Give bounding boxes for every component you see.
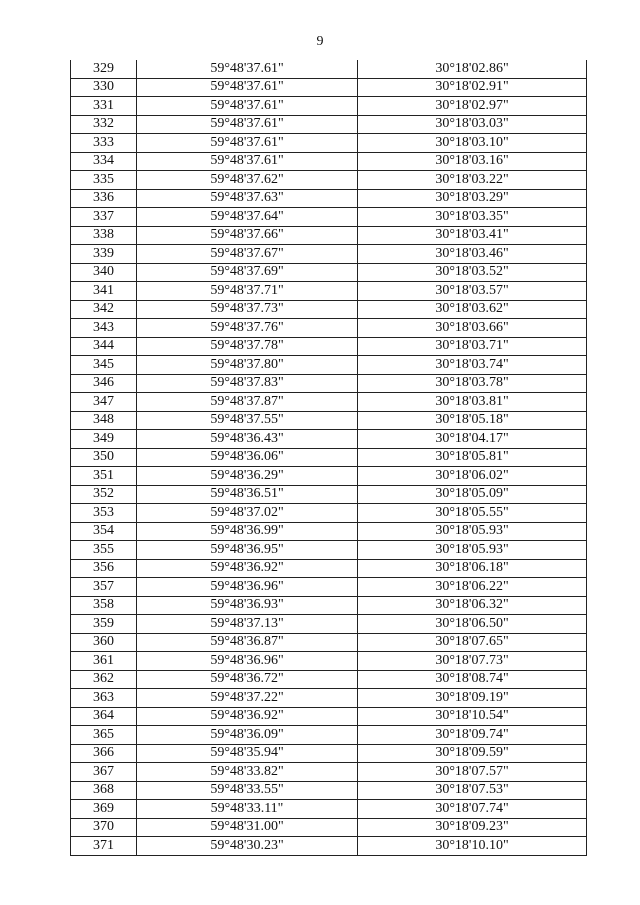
point-number-cell: 365 <box>71 726 137 745</box>
page-number: 9 <box>316 34 324 49</box>
table-row <box>71 78 587 97</box>
point-number-cell: 346 <box>71 374 137 393</box>
longitude-cell: 30°18'03.29" <box>358 189 587 208</box>
point-number-cell: 336 <box>71 189 137 208</box>
latitude-cell: 59°48'37.61" <box>137 134 358 153</box>
longitude-cell: 30°18'05.93" <box>358 541 587 560</box>
longitude-cell: 30°18'02.86" <box>358 60 587 78</box>
longitude-cell: 30°18'06.50" <box>358 615 587 634</box>
point-number-cell: 329 <box>71 60 137 78</box>
point-number-cell: 361 <box>71 652 137 671</box>
longitude-cell: 30°18'10.10" <box>358 837 587 856</box>
table-row <box>71 152 587 171</box>
longitude-cell: 30°18'04.17" <box>358 430 587 449</box>
latitude-cell: 59°48'37.63" <box>137 189 358 208</box>
latitude-cell: 59°48'37.55" <box>137 411 358 430</box>
table-row <box>71 208 587 227</box>
point-number-cell: 358 <box>71 596 137 615</box>
point-number-cell: 351 <box>71 467 137 486</box>
latitude-cell: 59°48'37.61" <box>137 152 358 171</box>
table-row <box>71 97 587 116</box>
latitude-cell: 59°48'37.02" <box>137 504 358 523</box>
longitude-cell: 30°18'03.52" <box>358 263 587 282</box>
longitude-cell: 30°18'03.81" <box>358 393 587 412</box>
longitude-cell: 30°18'09.19" <box>358 689 587 708</box>
table-row <box>71 60 587 78</box>
table-row <box>71 689 587 708</box>
point-number-cell: 350 <box>71 448 137 467</box>
longitude-cell: 30°18'07.65" <box>358 633 587 652</box>
table-row <box>71 245 587 264</box>
point-number-cell: 335 <box>71 171 137 190</box>
point-number-cell: 364 <box>71 707 137 726</box>
longitude-cell: 30°18'05.93" <box>358 522 587 541</box>
latitude-cell: 59°48'37.64" <box>137 208 358 227</box>
point-number-cell: 333 <box>71 134 137 153</box>
latitude-cell: 59°48'36.09" <box>137 726 358 745</box>
table-row <box>71 393 587 412</box>
latitude-cell: 59°48'37.71" <box>137 282 358 301</box>
latitude-cell: 59°48'36.43" <box>137 430 358 449</box>
latitude-cell: 59°48'37.78" <box>137 337 358 356</box>
longitude-cell: 30°18'10.54" <box>358 707 587 726</box>
table-row <box>71 818 587 837</box>
point-number-cell: 366 <box>71 744 137 763</box>
latitude-cell: 59°48'36.72" <box>137 670 358 689</box>
table-row <box>71 319 587 338</box>
table-row <box>71 578 587 597</box>
longitude-cell: 30°18'08.74" <box>358 670 587 689</box>
table-row <box>71 448 587 467</box>
point-number-cell: 347 <box>71 393 137 412</box>
table-row <box>71 282 587 301</box>
coordinates-table <box>70 60 587 856</box>
table-row <box>71 763 587 782</box>
longitude-cell: 30°18'07.74" <box>358 800 587 819</box>
point-number-cell: 330 <box>71 78 137 97</box>
latitude-cell: 59°48'37.66" <box>137 226 358 245</box>
point-number-cell: 356 <box>71 559 137 578</box>
table-row <box>71 485 587 504</box>
table-row <box>71 559 587 578</box>
point-number-cell: 338 <box>71 226 137 245</box>
longitude-cell: 30°18'05.18" <box>358 411 587 430</box>
point-number-cell: 359 <box>71 615 137 634</box>
table-row <box>71 837 587 856</box>
table-row <box>71 226 587 245</box>
latitude-cell: 59°48'37.67" <box>137 245 358 264</box>
latitude-cell: 59°48'36.06" <box>137 448 358 467</box>
point-number-cell: 345 <box>71 356 137 375</box>
table-row <box>71 522 587 541</box>
latitude-cell: 59°48'36.92" <box>137 707 358 726</box>
table-row <box>71 800 587 819</box>
table-row <box>71 781 587 800</box>
table-row <box>71 430 587 449</box>
longitude-cell: 30°18'09.59" <box>358 744 587 763</box>
longitude-cell: 30°18'09.74" <box>358 726 587 745</box>
point-number-cell: 362 <box>71 670 137 689</box>
table-row <box>71 707 587 726</box>
table-row <box>71 300 587 319</box>
point-number-cell: 334 <box>71 152 137 171</box>
latitude-cell: 59°48'37.73" <box>137 300 358 319</box>
table-row <box>71 171 587 190</box>
longitude-cell: 30°18'05.55" <box>358 504 587 523</box>
table-row <box>71 633 587 652</box>
longitude-cell: 30°18'03.03" <box>358 115 587 134</box>
latitude-cell: 59°48'37.83" <box>137 374 358 393</box>
latitude-cell: 59°48'36.51" <box>137 485 358 504</box>
point-number-cell: 344 <box>71 337 137 356</box>
point-number-cell: 337 <box>71 208 137 227</box>
latitude-cell: 59°48'37.80" <box>137 356 358 375</box>
latitude-cell: 59°48'37.76" <box>137 319 358 338</box>
latitude-cell: 59°48'36.95" <box>137 541 358 560</box>
point-number-cell: 357 <box>71 578 137 597</box>
latitude-cell: 59°48'36.92" <box>137 559 358 578</box>
longitude-cell: 30°18'03.78" <box>358 374 587 393</box>
latitude-cell: 59°48'36.29" <box>137 467 358 486</box>
longitude-cell: 30°18'02.97" <box>358 97 587 116</box>
table-row <box>71 337 587 356</box>
point-number-cell: 369 <box>71 800 137 819</box>
table-row <box>71 356 587 375</box>
longitude-cell: 30°18'03.62" <box>358 300 587 319</box>
latitude-cell: 59°48'37.61" <box>137 78 358 97</box>
point-number-cell: 340 <box>71 263 137 282</box>
table-row <box>71 189 587 208</box>
longitude-cell: 30°18'03.66" <box>358 319 587 338</box>
table-row <box>71 411 587 430</box>
table-row <box>71 596 587 615</box>
longitude-cell: 30°18'05.09" <box>358 485 587 504</box>
latitude-cell: 59°48'33.11" <box>137 800 358 819</box>
longitude-cell: 30°18'06.18" <box>358 559 587 578</box>
longitude-cell: 30°18'06.32" <box>358 596 587 615</box>
point-number-cell: 355 <box>71 541 137 560</box>
latitude-cell: 59°48'37.69" <box>137 263 358 282</box>
latitude-cell: 59°48'37.61" <box>137 60 358 78</box>
longitude-cell: 30°18'03.71" <box>358 337 587 356</box>
point-number-cell: 341 <box>71 282 137 301</box>
table-row <box>71 374 587 393</box>
longitude-cell: 30°18'03.10" <box>358 134 587 153</box>
point-number-cell: 343 <box>71 319 137 338</box>
longitude-cell: 30°18'06.02" <box>358 467 587 486</box>
point-number-cell: 349 <box>71 430 137 449</box>
point-number-cell: 367 <box>71 763 137 782</box>
point-number-cell: 371 <box>71 837 137 856</box>
latitude-cell: 59°48'37.87" <box>137 393 358 412</box>
point-number-cell: 331 <box>71 97 137 116</box>
table-row <box>71 467 587 486</box>
latitude-cell: 59°48'36.99" <box>137 522 358 541</box>
point-number-cell: 354 <box>71 522 137 541</box>
longitude-cell: 30°18'03.57" <box>358 282 587 301</box>
point-number-cell: 339 <box>71 245 137 264</box>
point-number-cell: 342 <box>71 300 137 319</box>
longitude-cell: 30°18'03.46" <box>358 245 587 264</box>
longitude-cell: 30°18'07.73" <box>358 652 587 671</box>
table-row <box>71 541 587 560</box>
table-row <box>71 134 587 153</box>
longitude-cell: 30°18'06.22" <box>358 578 587 597</box>
longitude-cell: 30°18'07.53" <box>358 781 587 800</box>
point-number-cell: 353 <box>71 504 137 523</box>
latitude-cell: 59°48'36.96" <box>137 652 358 671</box>
coordinates-table-body <box>71 60 587 855</box>
longitude-cell: 30°18'03.74" <box>358 356 587 375</box>
latitude-cell: 59°48'33.55" <box>137 781 358 800</box>
longitude-cell: 30°18'02.91" <box>358 78 587 97</box>
table-row <box>71 726 587 745</box>
latitude-cell: 59°48'37.61" <box>137 97 358 116</box>
longitude-cell: 30°18'03.35" <box>358 208 587 227</box>
longitude-cell: 30°18'03.16" <box>358 152 587 171</box>
longitude-cell: 30°18'07.57" <box>358 763 587 782</box>
latitude-cell: 59°48'33.82" <box>137 763 358 782</box>
latitude-cell: 59°48'35.94" <box>137 744 358 763</box>
table-row <box>71 504 587 523</box>
table-row <box>71 263 587 282</box>
latitude-cell: 59°48'36.87" <box>137 633 358 652</box>
latitude-cell: 59°48'36.93" <box>137 596 358 615</box>
longitude-cell: 30°18'03.41" <box>358 226 587 245</box>
latitude-cell: 59°48'37.61" <box>137 115 358 134</box>
table-row <box>71 652 587 671</box>
latitude-cell: 59°48'37.22" <box>137 689 358 708</box>
point-number-cell: 368 <box>71 781 137 800</box>
point-number-cell: 370 <box>71 818 137 837</box>
latitude-cell: 59°48'30.23" <box>137 837 358 856</box>
longitude-cell: 30°18'09.23" <box>358 818 587 837</box>
point-number-cell: 360 <box>71 633 137 652</box>
longitude-cell: 30°18'03.22" <box>358 171 587 190</box>
point-number-cell: 352 <box>71 485 137 504</box>
table-row <box>71 615 587 634</box>
latitude-cell: 59°48'36.96" <box>137 578 358 597</box>
longitude-cell: 30°18'05.81" <box>358 448 587 467</box>
table-row <box>71 670 587 689</box>
latitude-cell: 59°48'37.62" <box>137 171 358 190</box>
point-number-cell: 332 <box>71 115 137 134</box>
latitude-cell: 59°48'37.13" <box>137 615 358 634</box>
point-number-cell: 348 <box>71 411 137 430</box>
table-row <box>71 115 587 134</box>
table-row <box>71 744 587 763</box>
point-number-cell: 363 <box>71 689 137 708</box>
latitude-cell: 59°48'31.00" <box>137 818 358 837</box>
